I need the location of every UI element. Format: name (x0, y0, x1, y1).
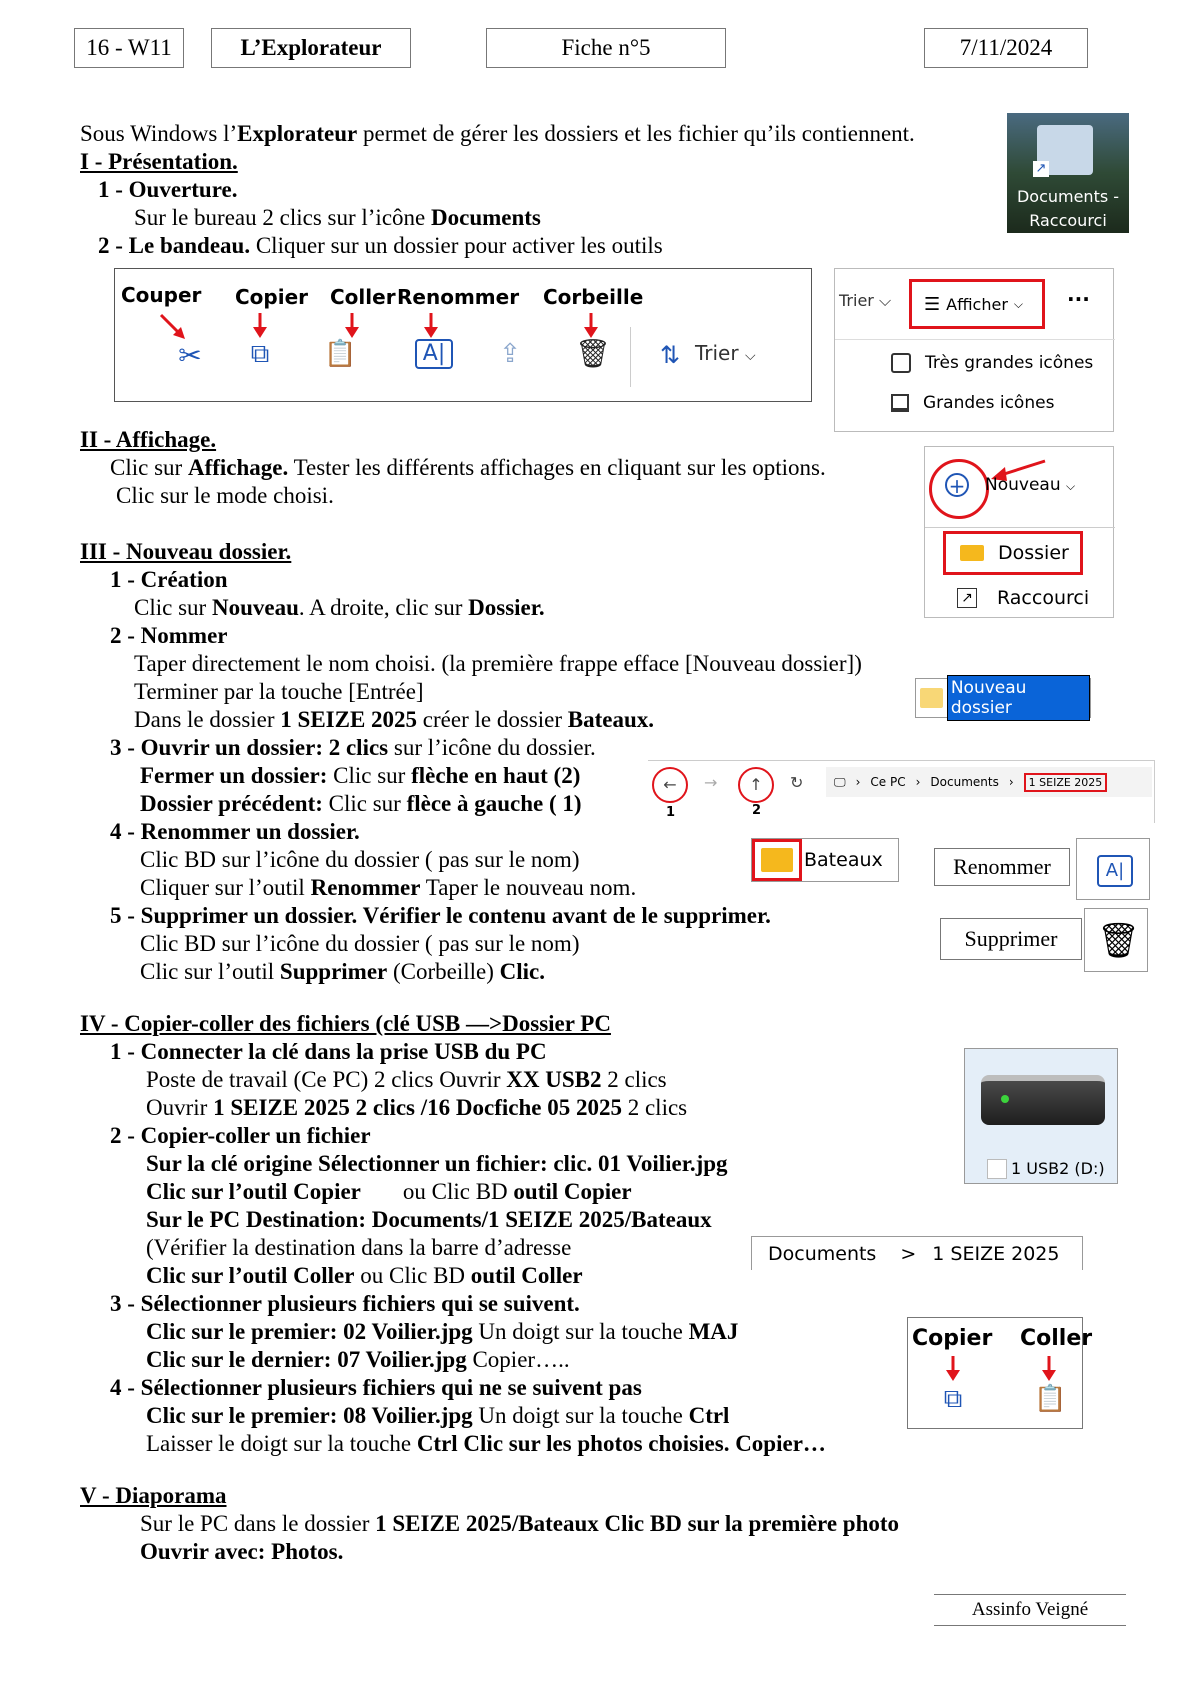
ribbon-label-coller: Coller (330, 285, 396, 309)
s4-c3b: Clic sur le dernier: 07 Voilier.jpg Copier….. (146, 1347, 570, 1372)
s3-supprimer-1: Clic BD sur l’icône du dossier ( pas sur le nom) (140, 931, 580, 956)
option-1-label: Très grandes icônes (925, 353, 1094, 373)
footer-signature: Assinfo Veigné (934, 1594, 1126, 1626)
ribbon-separator (630, 327, 631, 387)
view-menu-trier[interactable]: Trier ⌵ (839, 291, 892, 310)
copy-paste-box (907, 1317, 1093, 1429)
ribbon-toolbar (114, 268, 812, 402)
sort-label[interactable]: Trier ⌵ (695, 341, 756, 365)
s1-ouverture-line: Sur le bureau 2 clics sur l’icône Documents (134, 205, 541, 230)
usb-drive-label: 1 USB2 (D:) (1011, 1159, 1105, 1178)
nouveau-menu-panel (924, 446, 1114, 618)
refresh-icon[interactable]: ↻ (790, 773, 804, 792)
ribbon-label-corbeille: Corbeille (543, 285, 644, 309)
new-folder-name[interactable]: Nouveau dossier (947, 675, 1090, 721)
s3-nommer: 2 - Nommer (110, 623, 228, 648)
view-menu-divider (835, 339, 1115, 340)
arrow-to-paste (344, 313, 360, 339)
chevron-right-icon: › (855, 775, 861, 789)
view-menu-panel (834, 268, 1114, 432)
arrow-to-copy (252, 313, 268, 339)
header-fiche: Fiche n°5 (486, 28, 726, 68)
chevron-down-icon: ⌵ (1013, 296, 1024, 311)
s3-fermer: Fermer un dossier: Clic sur flèche en haut (2) (140, 763, 581, 788)
s4-c2c: Sur le PC Destination: Documents/1 SEIZE 2025/Bateaux (146, 1207, 712, 1232)
paste-label: Coller (1020, 1326, 1093, 1351)
desktop-icon-label-1: Documents - (1016, 187, 1120, 206)
ribbon-label-copier: Copier (235, 285, 309, 309)
s4-c2d: (Vérifier la destination dans la barre d’adresse (146, 1235, 572, 1260)
sort-icon[interactable]: ⇅ (659, 341, 681, 369)
s4-c3: 3 - Sélectionner plusieurs fichiers qui se suivent. (110, 1291, 580, 1316)
plus-icon[interactable]: + (945, 473, 969, 497)
cut-icon[interactable]: ✂ (178, 339, 202, 372)
s1-bandeau: 2 - Le bandeau. Cliquer sur un dossier pour activer les outils (98, 233, 663, 258)
addr-documents[interactable]: Documents (768, 1242, 877, 1265)
navigation-bar (648, 760, 1155, 823)
paste-icon[interactable]: 📋 (324, 339, 357, 369)
path-seize[interactable]: 1 SEIZE 2025 (1024, 773, 1108, 792)
bateaux-folder[interactable] (751, 838, 899, 882)
forward-icon[interactable]: → (704, 773, 718, 792)
s3-ouvrir: 3 - Ouvrir un dossier: 2 clics sur l’icône du dossier. (110, 735, 596, 760)
s3-nommer-1: Taper directement le nom choisi. (la première frappe efface [Nouveau dossier]) (134, 651, 862, 676)
s3-nommer-3: Dans le dossier 1 SEIZE 2025 créer le dossier Bateaux. (134, 707, 654, 732)
square-icon (891, 353, 911, 373)
rename-tool-box[interactable] (1076, 838, 1150, 900)
s3-precedent: Dossier précédent: Clic sur flèce à gauche ( 1) (140, 791, 582, 816)
copy-icon[interactable]: ⧉ (250, 339, 270, 369)
nouveau-menu-divider (925, 527, 1115, 528)
s3-renommer: 4 - Renommer un dossier. (110, 819, 360, 844)
copy-icon[interactable]: ⧉ (943, 1384, 963, 1414)
arrow-to-rename (423, 313, 439, 339)
intro-text: Sous Windows l’Explorateur permet de gérer les dossiers et les fichier qu’ils contiennent. (80, 121, 915, 146)
raccourci-label: Raccourci (997, 587, 1090, 609)
shortcut-icon: ↗ (957, 588, 977, 608)
ribbon-label-renommer: Renommer (397, 285, 520, 309)
section-4-title: IV - Copier-coller des fichiers (clé USB —>Dossier PC (80, 1011, 611, 1036)
s5-line-1: Sur le PC dans le dossier 1 SEIZE 2025/Bateaux Clic BD sur la première photo (140, 1511, 900, 1536)
copy-label: Copier (912, 1326, 993, 1351)
s4-c4a: Clic sur le premier: 08 Voilier.jpg Un doigt sur la touche Ctrl (146, 1403, 730, 1428)
afficher-label: Afficher (946, 294, 1008, 314)
ribbon-label-couper: Couper (121, 283, 202, 307)
share-icon[interactable]: ⇪ (499, 339, 521, 369)
chevron-right-icon: › (1008, 775, 1014, 789)
s4-c2e: Clic sur l’outil Coller ou Clic BD outil Coller (146, 1263, 583, 1288)
up-button[interactable]: ↑ (738, 767, 774, 803)
s2-line-2: Clic sur le mode choisi. (116, 483, 334, 508)
bateaux-name: Bateaux (804, 849, 883, 871)
checkbox-icon[interactable] (987, 1159, 1007, 1179)
s4-c3a: Clic sur le premier: 02 Voilier.jpg Un doigt sur la touche MAJ (146, 1319, 739, 1344)
s3-creation-line: Clic sur Nouveau. A droite, clic sur Dossier. (134, 595, 545, 620)
trash-icon: 🗑 (1097, 921, 1141, 961)
arrow-to-copy (945, 1356, 961, 1382)
option-large-icons[interactable] (891, 393, 1054, 413)
paste-icon[interactable]: 📋 (1034, 1384, 1067, 1414)
s4-c4b: Laisser le doigt sur la touche Ctrl Clic sur les photos choisies. Copier… (146, 1431, 826, 1456)
desktop-icon-label-2: Raccourci (1029, 211, 1107, 230)
s3-renommer-1: Clic BD sur l’icône du dossier ( pas sur le nom) (140, 847, 580, 872)
s4-c1b: Ouvrir 1 SEIZE 2025 2 clics /16 Docfiche 05 2025 2 clics (146, 1095, 688, 1120)
rename-icon[interactable]: A| (415, 339, 453, 369)
drive-led (1001, 1095, 1009, 1103)
afficher-button[interactable] (909, 279, 1045, 329)
address-path[interactable] (826, 767, 1152, 797)
delete-tool-box[interactable] (1084, 908, 1148, 972)
s3-supprimer: 5 - Supprimer un dossier. Vérifier le contenu avant de le supprimer. (110, 903, 771, 928)
s4-c2a: Sur la clé origine Sélectionner un fichier: clic. 01 Voilier.jpg (146, 1151, 728, 1176)
s4-c4: 4 - Sélectionner plusieurs fichiers qui ne se suivent pas (110, 1375, 642, 1400)
header-code: 16 - W11 (74, 28, 184, 68)
option-2-label: Grandes icônes (923, 393, 1055, 413)
option-very-large-icons[interactable] (891, 353, 1093, 373)
back-button[interactable]: ← (652, 767, 688, 803)
supprimer-button[interactable]: Supprimer (940, 918, 1082, 960)
menu-lines-icon: ☰ (924, 293, 941, 315)
s5-line-2: Ouvrir avec: Photos. (140, 1539, 344, 1564)
monitor-icon (891, 394, 909, 412)
raccourci-menu-item[interactable] (957, 587, 1089, 609)
arrow-to-paste (1041, 1356, 1057, 1382)
dossier-label: Dossier (998, 542, 1069, 564)
desktop-documents-icon[interactable] (1007, 113, 1129, 233)
delete-icon[interactable]: 🗑 (575, 337, 611, 370)
label-number-2: 2 (752, 803, 762, 818)
folder-icon (920, 688, 943, 708)
s3-supprimer-2: Clic sur l’outil Supprimer (Corbeille) Clic. (140, 959, 546, 984)
rename-icon: A| (1097, 855, 1133, 887)
s3-renommer-2: Cliquer sur l’outil Renommer Taper le nouveau nom. (140, 875, 637, 900)
dossier-menu-item[interactable] (943, 531, 1083, 575)
folder-icon (960, 545, 984, 561)
section-3-title: III - Nouveau dossier. (80, 539, 292, 564)
more-options-icon[interactable]: ··· (1067, 287, 1090, 311)
folder-icon-highlighted (752, 839, 802, 881)
header-title: L’Explorateur (211, 28, 411, 68)
s4-c2b: Clic sur l’outil Copier ou Clic BD outil Copier (146, 1179, 632, 1204)
section-2-title: II - Affichage. (80, 427, 217, 452)
path-ce-pc[interactable]: Ce PC (870, 775, 906, 789)
s3-nommer-2: Terminer par la touche [Entrée] (134, 679, 424, 704)
drive-body (981, 1075, 1105, 1125)
usb-drive-icon[interactable] (964, 1048, 1118, 1184)
addr-seize[interactable]: 1 SEIZE 2025 (932, 1242, 1060, 1265)
chevron-right-icon: › (915, 775, 921, 789)
header-date: 7/11/2024 (924, 28, 1088, 68)
new-folder-field[interactable] (915, 678, 1091, 718)
s3-creation: 1 - Création (110, 567, 228, 592)
arrow-to-delete (583, 313, 599, 339)
section-1-title: I - Présentation. (80, 149, 238, 174)
monitor-icon: 🖵 (834, 774, 846, 789)
s4-c2: 2 - Copier-coller un fichier (110, 1123, 371, 1148)
path-documents[interactable]: Documents (930, 775, 999, 789)
s2-line-1: Clic sur Affichage. Tester les différents affichages en cliquant sur les options. (110, 455, 826, 480)
nouveau-label[interactable]: Nouveau ⌵ (985, 475, 1076, 495)
address-bar[interactable] (751, 1236, 1083, 1270)
label-number-1: 1 (666, 805, 676, 820)
s4-c1a: Poste de travail (Ce PC) 2 clics Ouvrir XX USB2 2 clics (146, 1067, 667, 1092)
renommer-button[interactable]: Renommer (934, 848, 1070, 886)
section-5-title: V - Diaporama (80, 1483, 227, 1508)
s4-c1: 1 - Connecter la clé dans la prise USB du PC (110, 1039, 547, 1064)
s1-ouverture: 1 - Ouverture. (98, 177, 238, 202)
shortcut-arrow-icon: ↗ (1033, 161, 1049, 177)
chevron-right-icon: > (900, 1242, 917, 1265)
